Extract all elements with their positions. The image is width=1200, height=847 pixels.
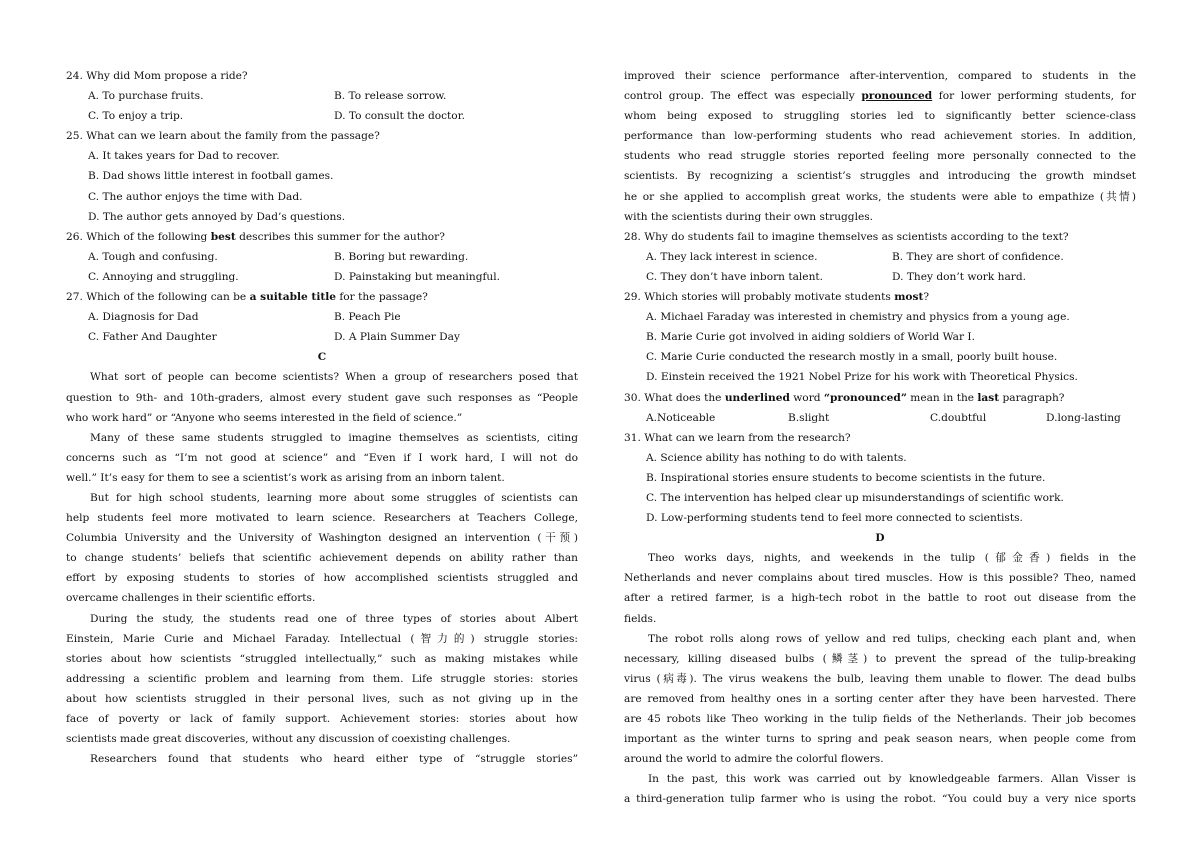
question-24-options-row-2 xyxy=(66,106,578,126)
passage-line: after a retired farmer, is a high-tech robot in the battle to root out disease from the xyxy=(624,592,1136,605)
question-31-option-c: C. The intervention has helped clear up misunderstandings of scientific work. xyxy=(646,491,1064,504)
question-29-option-a: A. Michael Faraday was interested in chemistry and physics from a young age. xyxy=(646,311,1070,324)
passage-line-with-underlined-word: control group. The effect was especially pronounced for lower performing students, for xyxy=(624,90,1137,103)
passage-line: well.” It’s easy for them to see a scientist’s work as arising from an inborn talent. xyxy=(66,471,505,484)
question-26-option-b: B. Boring but rewarding. xyxy=(334,250,469,263)
question-28-option-d: D. They don’t work hard. xyxy=(892,270,1026,283)
passage-line: he or she applied to accomplish great works, the students were able to empathize (共情) xyxy=(624,190,1136,203)
passage-line: virus (病毒). The virus weakens the bulb, leaving them unable to flower. The dead bulbs xyxy=(624,672,1136,685)
question-25-option-b: B. Dad shows little interest in football games. xyxy=(88,170,334,183)
question-25-stem: 25. What can we learn about the family from the passage? xyxy=(66,130,380,143)
passage-line: Columbia University and the University of Washington designed an intervention (干预) xyxy=(66,532,578,545)
question-30-stem: 30. What does the underlined word “pronounced” mean in the last paragraph? xyxy=(624,391,1065,404)
question-31-option-b: B. Inspirational stories ensure students to become scientists in the future. xyxy=(646,471,1046,484)
passage-line: But for high school students, learning more about some struggles of scientists can xyxy=(90,491,578,504)
question-30-option-c: C.doubtful xyxy=(930,411,987,424)
passage-line: Einstein, Marie Curie and Michael Faraday. Intellectual (智力的) struggle stories: xyxy=(66,632,578,645)
passage-line: scientists. By recognizing a scientist’s struggles and introducing the growth mindset xyxy=(624,170,1136,183)
question-28-option-c: C. They don’t have inborn talent. xyxy=(646,270,824,283)
question-30-keyword-underlined: underlined xyxy=(724,391,790,404)
question-24-option-c: C. To enjoy a trip. xyxy=(88,110,184,123)
passage-line: necessary, killing diseased bulbs (鳞茎) to prevent the spread of the tulip-breaking xyxy=(624,652,1136,665)
question-30-keyword-pronounced: “pronounced” xyxy=(823,391,907,404)
question-24-option-d: D. To consult the doctor. xyxy=(334,110,465,123)
question-31-stem: 31. What can we learn from the research? xyxy=(624,431,851,444)
question-30-option-d: D.long-lasting xyxy=(1046,411,1121,424)
passage-line: performance than low-performing students who read achievement stories. In addition, xyxy=(624,130,1136,143)
question-26-options-row-1 xyxy=(66,247,578,267)
question-28-option-a: A. They lack interest in science. xyxy=(646,250,818,263)
question-27-option-a: A. Diagnosis for Dad xyxy=(88,311,199,324)
question-27-option-b: B. Peach Pie xyxy=(334,311,401,324)
left-column xyxy=(66,66,578,769)
question-24-option-a: A. To purchase fruits. xyxy=(88,90,204,103)
question-26-option-d: D. Painstaking but meaningful. xyxy=(334,270,500,283)
question-26-option-a: A. Tough and confusing. xyxy=(88,250,218,263)
question-27-option-d: D. A Plain Summer Day xyxy=(334,331,460,344)
question-24-options-row-1 xyxy=(66,86,578,106)
question-30-options-row xyxy=(624,408,1136,428)
section-c-heading: C xyxy=(317,351,327,364)
question-28-option-b: B. They are short of confidence. xyxy=(892,250,1064,263)
passage-line: Netherlands and never complains about tired muscles. How is this possible? Theo, named xyxy=(624,572,1136,585)
question-27-options-row-1 xyxy=(66,307,578,327)
passage-line: In the past, this work was carried out by knowledgeable farmers. Allan Visser is xyxy=(648,773,1136,786)
question-26-option-c: C. Annoying and struggling. xyxy=(88,270,239,283)
passage-line: students who read struggle stories reported feeling more personally connected to the xyxy=(624,150,1136,163)
passage-line: The robot rolls along rows of yellow and red tulips, checking each plant and, when xyxy=(648,632,1136,645)
passage-line: overcame challenges in their scientific efforts. xyxy=(66,592,316,605)
question-25-option-a: A. It takes years for Dad to recover. xyxy=(88,150,280,163)
question-29-stem: 29. Which stories will probably motivate students most? xyxy=(624,291,930,304)
passage-line: are 45 robots like Theo working in the tulip fields of the Netherlands. Their job becomes xyxy=(624,713,1136,725)
question-28-options-row-2 xyxy=(624,267,1136,287)
passage-line: with the scientists during their own struggles. xyxy=(624,210,874,223)
right-column xyxy=(624,66,1136,809)
question-29-option-d: D. Einstein received the 1921 Nobel Prize for his work with Theoretical Physics. xyxy=(646,371,1078,384)
question-28-options-row-1 xyxy=(624,247,1136,267)
question-26-stem: 26. Which of the following best describes this summer for the author? xyxy=(66,230,445,243)
question-24-stem: 24. Why did Mom propose a ride? xyxy=(66,70,248,82)
question-31-option-a: A. Science ability has nothing to do with talents. xyxy=(646,451,907,464)
passage-line: whom being exposed to struggling stories led to significantly better science-class xyxy=(624,110,1136,123)
passage-line: During the study, the students read one of three types of stories about Albert xyxy=(90,612,578,625)
question-27-option-c: C. Father And Daughter xyxy=(88,331,217,344)
question-27-keyword: a suitable title xyxy=(249,291,336,304)
passage-line: Researchers found that students who heard either type of “struggle stories” xyxy=(90,753,578,766)
question-30-option-a: A.Noticeable xyxy=(646,411,716,424)
question-27-stem: 27. Which of the following can be a suitable title for the passage? xyxy=(66,291,428,304)
passage-line: important as the winter turns to spring and peak season nears, when people come from xyxy=(624,733,1136,746)
passage-line: concerns such as “I’m not good at science” and “Even if I work hard, I will not do xyxy=(66,451,578,464)
passage-line: What sort of people can become scientists? When a group of researchers posed that xyxy=(90,371,578,384)
passage-line: Many of these same students struggled to imagine themselves as scientists, citing xyxy=(90,431,578,444)
question-26-keyword: best xyxy=(210,230,236,243)
passage-line: are removed from healthy ones in a sorting center after they have been harvested. There xyxy=(624,692,1136,705)
question-31-option-d: D. Low-performing students tend to feel more connected to scientists. xyxy=(646,512,1023,525)
question-26-options-row-2 xyxy=(66,267,578,287)
question-29-keyword: most xyxy=(894,291,924,304)
question-28-stem: 28. Why do students fail to imagine themselves as scientists according to the text? xyxy=(624,230,1069,243)
passage-line: Theo works days, nights, and weekends in the tulip (郁金香) fields in the xyxy=(648,552,1136,565)
passage-line: about how scientists struggled in their personal lives, such as not giving up in the xyxy=(66,692,578,705)
question-24-option-b: B. To release sorrow. xyxy=(334,90,447,103)
passage-line: scientists made great discoveries, without any discussion of coexisting challenges. xyxy=(66,733,511,746)
question-25-option-c: C. The author enjoys the time with Dad. xyxy=(88,190,303,203)
passage-line: effort by exposing students to stories of how accomplished scientists struggled and xyxy=(66,572,578,585)
passage-line: who work hard” or “Anyone who seems interested in the field of science.” xyxy=(66,411,463,424)
question-30-option-b: B.slight xyxy=(788,411,830,424)
passage-line: stories about how scientists “struggled intellectually,” such as making mistakes while xyxy=(66,652,578,665)
question-30-keyword-last: last xyxy=(977,391,1000,404)
passage-line: face of poverty or lack of family support. Achievement stories: stories about how xyxy=(66,713,578,725)
question-25-option-d: D. The author gets annoyed by Dad’s questions. xyxy=(88,210,346,223)
passage-line: a third-generation tulip farmer who is using the robot. “You could buy a very nice sports xyxy=(624,793,1136,806)
underlined-word-pronounced: pronounced xyxy=(861,90,933,103)
passage-line: fields. xyxy=(624,612,657,625)
passage-line: addressing a scientific problem and learning from them. Life struggle stories: stories xyxy=(66,672,578,685)
passage-line: question to 9th- and 10th-graders, almost every student gave such responses as “People xyxy=(66,391,578,404)
passage-line: improved their science performance after-intervention, compared to students in the xyxy=(624,70,1136,82)
passage-line: to change students’ beliefs that scientific achievement depends on ability rather than xyxy=(66,552,578,565)
question-29-option-b: B. Marie Curie got involved in aiding soldiers of World War Ⅰ. xyxy=(646,331,975,344)
section-d-heading: D xyxy=(875,532,885,545)
question-29-option-c: C. Marie Curie conducted the research mostly in a small, poorly built house. xyxy=(646,351,1058,364)
passage-line: around the world to admire the colorful flowers. xyxy=(624,753,884,766)
passage-line: help students feel more motivated to learn science. Researchers at Teachers College, xyxy=(66,512,578,525)
question-27-options-row-2 xyxy=(66,327,578,347)
